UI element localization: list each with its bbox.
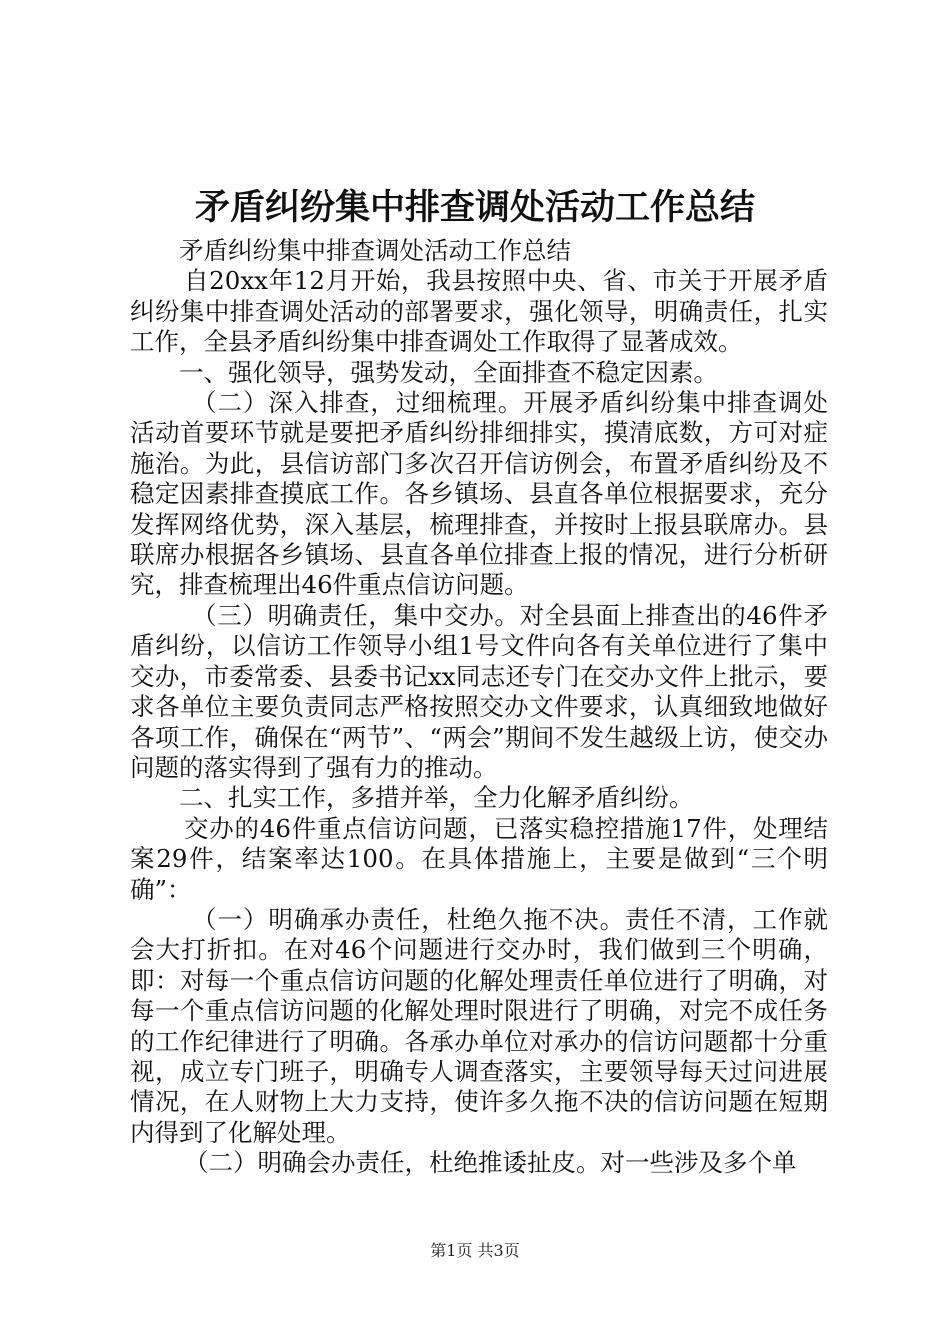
- paragraph-intro: 自20xx年12月开始，我县按照中央、省、市关于开展矛盾纠纷集中排查调处活动的部署要求，强化领导，明确责任，扎实工作，全县矛盾纠纷集中排查调处工作取得了显著成效。: [130, 266, 828, 357]
- paragraph-section-2-summary: 交办的46件重点信访问题，已落实稳控措施17件，处理结案29件，结案率达100。在具体措施上，主要是做到“三个明确”：: [130, 813, 828, 904]
- paragraph-section-2-1: （一）明确承办责任，杜绝久拖不决。责任不清，工作就会大打折扣。在对46个问题进行交办时，我们做到三个明确，即：对每一个重点信访问题的化解处理责任单位进行了明确，对每一个重点信访问题的化解处理时限进行了明确，对完不成任务的工作纪律进行了明确。各承办单位对承办的信访问题都十分重视，成立专门班子，明确专人调查落实，主要领导每天过问进展情况，在人财物上大力支持，使许多久拖不决的信访问题在短期内得到了化解处理。: [130, 904, 828, 1147]
- section-heading-1: 一、强化领导，强势发动，全面排查不稳定因素。: [179, 357, 718, 387]
- paragraph-section-1-3: （三）明确责任，集中交办。对全县面上排查出的46件矛盾纠纷，以信访工作领导小组1号文件向各有关单位进行了集中交办，市委常委、县委书记xx同志还专门在交办文件上批示，要求各单位主要负责同志严格按照交办文件要求，认真细致地做好各项工作，确保在“两节”、“两会”期间不发生越级上访，使交办问题的落实得到了强有力的推动。: [130, 600, 828, 782]
- page-footer: 第1页 共3页: [430, 1241, 520, 1260]
- paragraph-section-1-2: （二）深入排查，过细梳理。开展矛盾纠纷集中排查调处活动首要环节就是要把矛盾纠纷排细排实，摸清底数，方可对症施治。为此，县信访部门多次召开信访例会，布置矛盾纠纷及不稳定因素排查摸底工作。各乡镇场、县直各单位根据要求，充分发挥网络优势，深入基层，梳理排查，并按时上报县联席办。县联席办根据各乡镇场、县直各单位排查上报的情况，进行分析研究，排查梳理出46件重点信访问题。: [130, 388, 828, 600]
- paragraph-subtitle: 矛盾纠纷集中排查调处活动工作总结: [179, 236, 571, 265]
- section-heading-2: 二、扎实工作，多措并举，全力化解矛盾纠纷。: [179, 783, 694, 813]
- paragraph-section-2-2: （二）明确会办责任，杜绝推诿扯皮。对一些涉及多个单: [184, 1148, 797, 1178]
- document-body: [130, 236, 828, 1179]
- document-title: 矛盾纠纷集中排查调处活动工作总结: [194, 187, 755, 228]
